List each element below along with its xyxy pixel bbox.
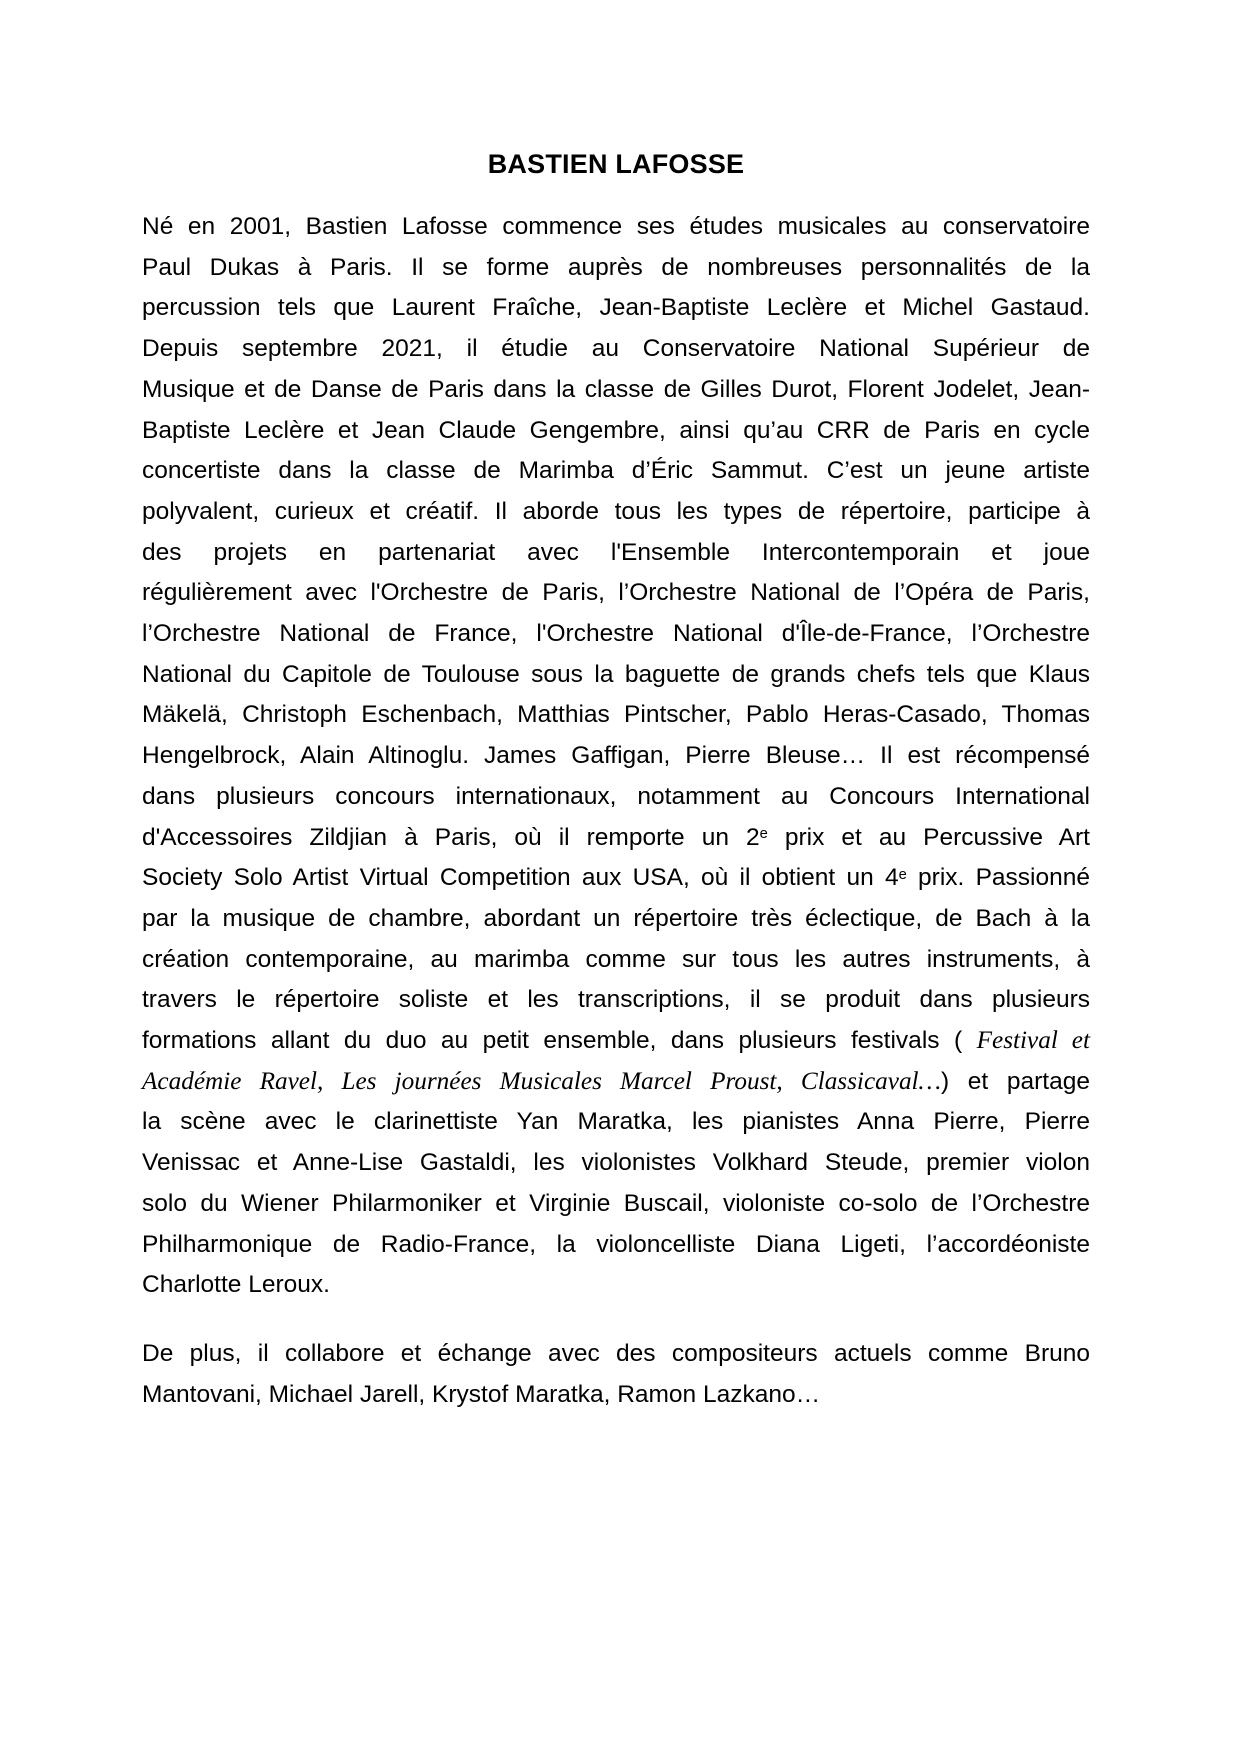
document-content xyxy=(142,0,1090,1415)
body-text: travers le répertoire soliste et les transcriptions, il se produit dans plusieurs xyxy=(142,986,1090,1014)
body-text: régulièrement avec l'Orchestre de Paris, l’Orchestre National de l’Opéra de Paris, xyxy=(142,579,1090,607)
body-text: la scène avec le clarinettiste Yan Maratka, les pianistes Anna Pierre, Pierre xyxy=(142,1108,1090,1136)
body-text: Society Solo Artist Virtual Competition aux USA, où il obtient un 4 xyxy=(142,864,899,892)
body-text: Baptiste Leclère et Jean Claude Gengembre, ainsi qu’au CRR de Paris en cycle xyxy=(142,416,1090,444)
body-text: d'Accessoires Zildjian à Paris, où il remporte un 2 xyxy=(142,823,760,851)
body-text: percussion tels que Laurent Fraîche, Jean-Baptiste Leclère et Michel Gastaud. xyxy=(142,294,1090,322)
text-line xyxy=(142,329,1090,370)
text-line xyxy=(142,1143,1090,1184)
text-line xyxy=(142,940,1090,981)
text-line xyxy=(142,248,1090,289)
body-text: Mäkelä, Christoph Eschenbach, Matthias Pintscher, Pablo Heras-Casado, Thomas xyxy=(142,701,1090,729)
text-line xyxy=(142,451,1090,492)
superscript-text: e xyxy=(759,825,768,842)
body-text: création contemporaine, au marimba comme sur tous les autres instruments, à xyxy=(142,945,1090,973)
composers-paragraph xyxy=(142,1334,1090,1415)
text-line xyxy=(142,777,1090,818)
body-text: solo du Wiener Philarmoniker et Virginie Buscail, violoniste co-solo de l’Orchestre xyxy=(142,1189,1090,1217)
body-text: Charlotte Leroux. xyxy=(142,1271,330,1299)
text-line xyxy=(142,655,1090,696)
body-text: Musique et de Danse de Paris dans la classe de Gilles Durot, Florent Jodelet, Jean- xyxy=(142,375,1090,403)
text-line xyxy=(142,1062,1090,1103)
body-text: ) et partage xyxy=(940,1067,1090,1095)
body-text: Paul Dukas à Paris. Il se forme auprès de nombreuses personnalités de la xyxy=(142,253,1090,281)
text-line xyxy=(142,1021,1090,1062)
text-line xyxy=(142,1334,1090,1375)
text-line xyxy=(142,1184,1090,1225)
body-text: l’Orchestre National de France, l'Orchestre National d'Île-de-France, l’Orchestre xyxy=(142,620,1090,648)
text-line xyxy=(142,614,1090,655)
text-line xyxy=(142,899,1090,940)
body-text: Depuis septembre 2021, il étudie au Conservatoire National Supérieur de xyxy=(142,335,1090,363)
text-line xyxy=(142,533,1090,574)
body-text: des projets en partenariat avec l'Ensemble Intercontemporain et joue xyxy=(142,538,1090,566)
text-line xyxy=(142,370,1090,411)
text-line xyxy=(142,288,1090,329)
italic-text: Académie Ravel, Les journées Musicales Marcel Proust, Classicaval… xyxy=(142,1067,941,1095)
body-text: Hengelbrock, Alain Altinoglu. James Gaffigan, Pierre Bleuse… Il est récompensé xyxy=(142,742,1090,770)
text-line xyxy=(142,1225,1090,1266)
text-line xyxy=(142,1375,1090,1416)
superscript-text: e xyxy=(898,866,907,883)
body-text: prix et au Percussive Art xyxy=(767,823,1090,851)
body-text: Philharmonique de Radio-France, la violoncelliste Diana Ligeti, l’accordéoniste xyxy=(142,1230,1090,1258)
text-line xyxy=(142,207,1090,248)
text-line xyxy=(142,818,1090,859)
document-title: BASTIEN LAFOSSE xyxy=(487,149,745,179)
body-text: par la musique de chambre, abordant un répertoire très éclectique, de Bach à la xyxy=(142,904,1090,932)
text-line xyxy=(142,858,1090,899)
body-text: Né en 2001, Bastien Lafosse commence ses études musicales au conservatoire xyxy=(142,213,1090,240)
body-text: National du Capitole de Toulouse sous la baguette de grands chefs tels que Klaus xyxy=(142,660,1090,688)
text-line xyxy=(142,492,1090,533)
text-line xyxy=(142,980,1090,1021)
text-line xyxy=(142,411,1090,452)
bio-paragraph xyxy=(142,207,1090,1306)
body-text: Venissac et Anne-Lise Gastaldi, les violonistes Volkhard Steude, premier violon xyxy=(142,1149,1090,1177)
text-line xyxy=(142,695,1090,736)
body-text: concertiste dans la classe de Marimba d’Éric Sammut. C’est un jeune artiste xyxy=(142,457,1090,485)
body-text: polyvalent, curieux et créatif. Il aborde tous les types de répertoire, participe à xyxy=(142,497,1090,525)
italic-text: Festival et xyxy=(976,1027,1090,1055)
text-line xyxy=(142,736,1090,777)
body-text: De plus, il collabore et échange avec des compositeurs actuels comme Bruno xyxy=(142,1339,1090,1367)
body-text: Mantovani, Michael Jarell, Krystof Maratka, Ramon Lazkano… xyxy=(142,1380,821,1408)
body-text: prix. Passionné xyxy=(906,864,1091,892)
text-line xyxy=(142,573,1090,614)
body-text: dans plusieurs concours internationaux, notamment au Concours International xyxy=(142,782,1090,810)
text-line xyxy=(142,1102,1090,1143)
text-line xyxy=(142,1265,1090,1306)
body-text: formations allant du duo au petit ensemble, dans plusieurs festivals ( xyxy=(142,1027,977,1055)
